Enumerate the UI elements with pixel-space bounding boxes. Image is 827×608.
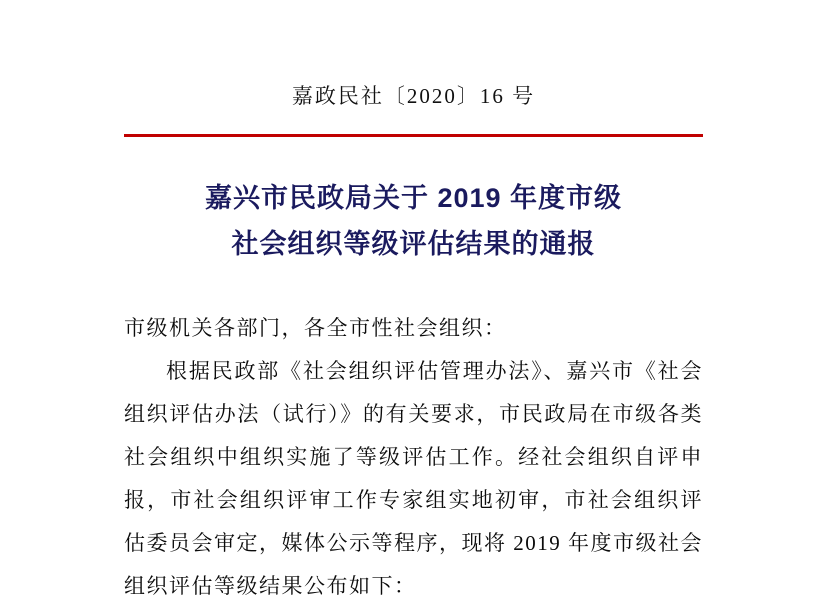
document-content [124, 0, 703, 608]
title-line-2: 社会组织等级评估结果的通报 [231, 229, 596, 259]
document-number: 嘉政民社〔2020〕16 号 [291, 84, 536, 108]
document-body [124, 307, 703, 608]
red-separator-rule [124, 134, 703, 137]
body-paragraph-1: 根据民政部《社会组织评估管理办法》、嘉兴市《社会组织评估办法（试行）》的有关要求，市民政局在市级各类社会组织中组织实施了等级评估工作。经社会组织自评申报，市社会组织评审工作专家组实地初审，市社会组织评估委员会审定，媒体公示等程序，现将 2019 年度市级社会组织评估等级结果公布如下： [124, 359, 703, 598]
salutation-line: 市级机关各部门，各全市性社会组织： [124, 316, 507, 340]
document-title [124, 175, 703, 267]
title-line-1: 嘉兴市民政局关于 2019 年度市级 [204, 183, 623, 213]
